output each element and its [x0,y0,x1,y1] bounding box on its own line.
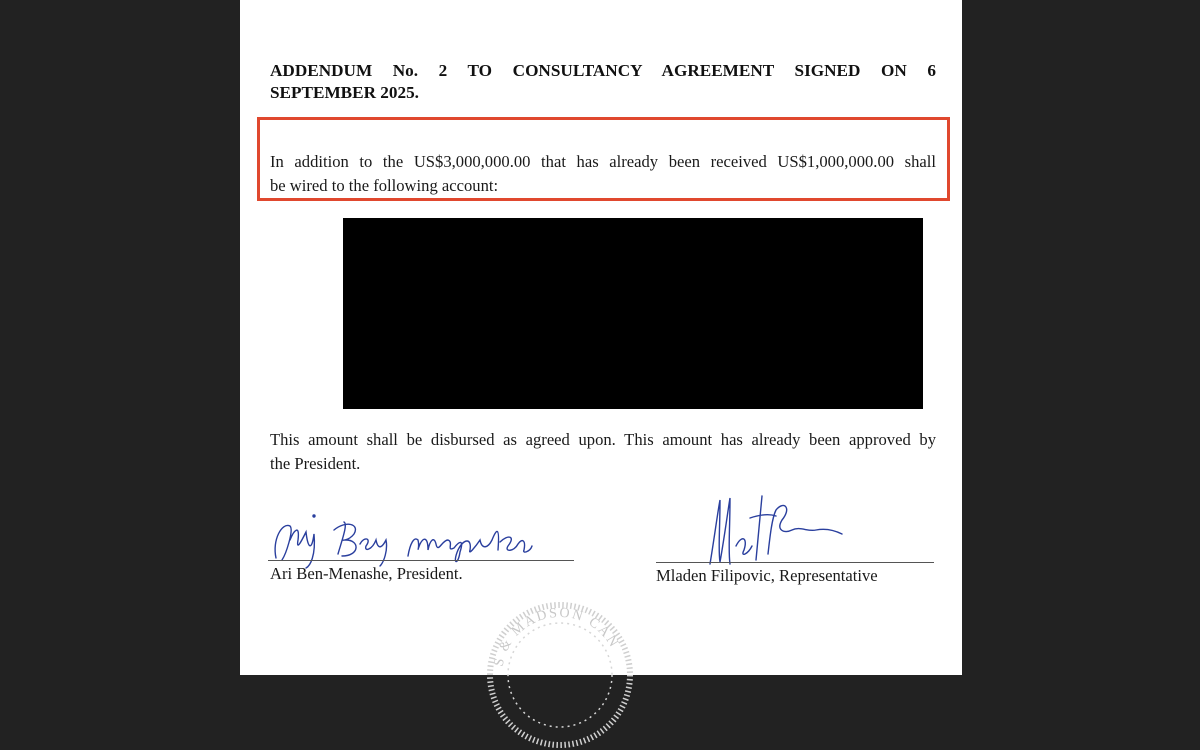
paragraph-line-2: be wired to the following account: [270,176,499,195]
highlighted-paragraph [270,150,936,198]
signature-ari-ben-menashe [268,510,558,570]
company-seal [485,600,635,750]
closing-line-1: This amount shall be disbursed as agreed upon. This amount has already been approved by [270,430,936,449]
document-page [240,0,962,675]
signatory-name-president: Ari Ben-Menashe, President. [270,564,463,583]
signature-mladen-filipovic [696,490,896,570]
closing-line-2: the President. [270,454,361,473]
redaction-block [343,218,923,409]
signature-line-president [268,560,574,561]
signature-line-representative [656,562,934,563]
document-title [270,60,936,104]
title-line-2: SEPTEMBER 2025. [270,83,419,102]
seal-text: S & MADSON CAN [491,605,622,668]
closing-paragraph [270,428,936,476]
signatory-name-representative: Mladen Filipovic, Representative [656,566,878,585]
svg-text:S & MADSON CAN [492,606,622,668]
title-line-1: ADDENDUM No. 2 TO CONSULTANCY AGREEMENT SIGNED ON 6 [270,61,936,80]
paragraph-line-1: In addition to the US$3,000,000.00 that has already been received US$1,000,000.00 shall [270,152,936,171]
